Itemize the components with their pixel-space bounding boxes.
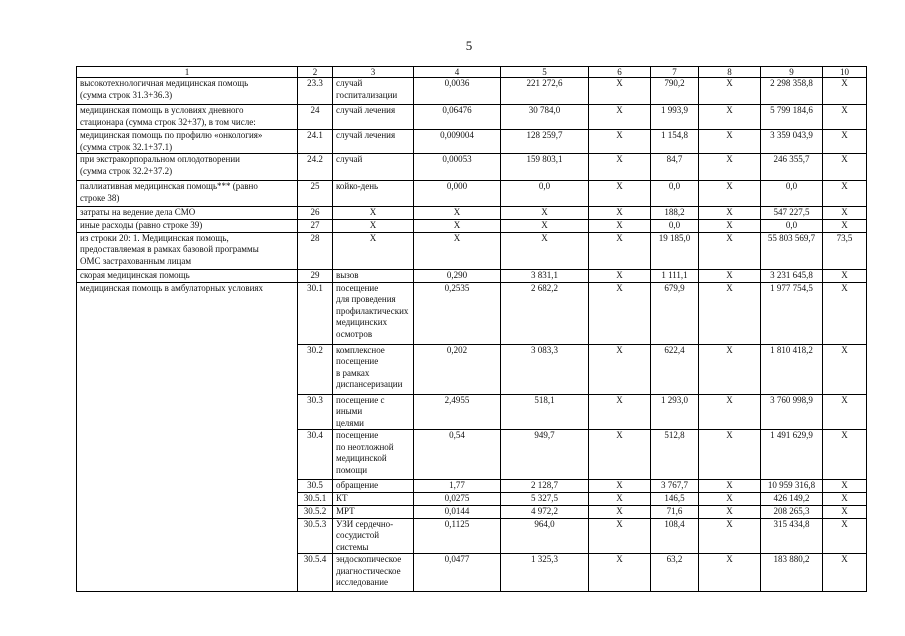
unit-cell: посещение с иными целями <box>333 394 414 430</box>
row-label-cell: медицинская помощь по профилю «онкология» (сумма строк 32.1+37.1) <box>77 130 298 154</box>
row-label-cell: медицинская помощь в амбулаторных условиях <box>77 282 298 592</box>
unit-cell: вызов <box>333 269 414 282</box>
col4-cell: 0,0275 <box>414 492 501 505</box>
col10-cell: X <box>823 344 867 394</box>
unit-cell: X <box>333 207 414 220</box>
col9-cell: 2 298 358,8 <box>761 78 823 105</box>
col9-cell: 3 760 998,9 <box>761 394 823 430</box>
col6-cell: X <box>589 518 651 554</box>
unit-cell: случай лечения <box>333 105 414 130</box>
col5-cell: 30 784,0 <box>501 105 589 130</box>
col7-cell: 84,7 <box>651 154 699 181</box>
col8-cell: X <box>699 480 761 493</box>
col9-cell: 547 227,5 <box>761 207 823 220</box>
col10-cell: X <box>823 105 867 130</box>
line-number-cell: 24 <box>298 105 333 130</box>
col10-cell: X <box>823 282 867 344</box>
unit-cell: X <box>333 220 414 233</box>
row-label-cell: иные расходы (равно строке 39) <box>77 220 298 233</box>
col10-cell: X <box>823 78 867 105</box>
line-number-cell: 24.1 <box>298 130 333 154</box>
col4-cell: 0,1125 <box>414 518 501 554</box>
col7-cell: 108,4 <box>651 518 699 554</box>
col6-cell: X <box>589 181 651 207</box>
col8-cell: X <box>699 78 761 105</box>
col8-cell: X <box>699 282 761 344</box>
col5-cell: 964,0 <box>501 518 589 554</box>
col8-cell: X <box>699 154 761 181</box>
table-row <box>77 105 867 130</box>
col9-cell: 0,0 <box>761 220 823 233</box>
col5-cell: 159 803,1 <box>501 154 589 181</box>
col9-cell: 1 810 418,2 <box>761 344 823 394</box>
column-number-header: 5 <box>501 67 589 78</box>
row-label-cell: при экстракорпоральном оплодотворении (сумма строк 32.2+37.2) <box>77 154 298 181</box>
col8-cell: X <box>699 269 761 282</box>
col9-cell: 1 977 754,5 <box>761 282 823 344</box>
table-row <box>77 130 867 154</box>
col6-cell: X <box>589 130 651 154</box>
unit-cell: МРТ <box>333 505 414 518</box>
col5-cell: 3 083,3 <box>501 344 589 394</box>
col10-cell: X <box>823 207 867 220</box>
table-row <box>77 220 867 233</box>
col5-cell: 128 259,7 <box>501 130 589 154</box>
col5-cell: X <box>501 232 589 269</box>
col10-cell: X <box>823 394 867 430</box>
unit-cell: комплексное посещение в рамках диспансеризации <box>333 344 414 394</box>
col5-cell: 3 831,1 <box>501 269 589 282</box>
unit-cell: случай <box>333 154 414 181</box>
col7-cell: 63,2 <box>651 554 699 592</box>
col7-cell: 512,8 <box>651 430 699 480</box>
col10-cell: X <box>823 269 867 282</box>
unit-cell: обращение <box>333 480 414 493</box>
col7-cell: 19 185,0 <box>651 232 699 269</box>
data-table <box>76 66 867 592</box>
col6-cell: X <box>589 430 651 480</box>
col4-cell: X <box>414 220 501 233</box>
col9-cell: 1 491 629,9 <box>761 430 823 480</box>
col5-cell: 0,0 <box>501 181 589 207</box>
col9-cell: 426 149,2 <box>761 492 823 505</box>
col7-cell: 0,0 <box>651 220 699 233</box>
col4-cell: 0,54 <box>414 430 501 480</box>
col7-cell: 1 993,9 <box>651 105 699 130</box>
col5-cell: 949,7 <box>501 430 589 480</box>
unit-cell: КТ <box>333 492 414 505</box>
col7-cell: 679,9 <box>651 282 699 344</box>
line-number-cell: 30.1 <box>298 282 333 344</box>
unit-cell: случай госпитализации <box>333 78 414 105</box>
col10-cell: X <box>823 220 867 233</box>
row-label-cell: высокотехнологичная медицинская помощь (сумма строк 31.3+36.3) <box>77 78 298 105</box>
col5-cell: 1 325,3 <box>501 554 589 592</box>
line-number-cell: 30.3 <box>298 394 333 430</box>
page-number: 5 <box>465 38 473 53</box>
column-number-header: 7 <box>651 67 699 78</box>
col10-cell: X <box>823 518 867 554</box>
col4-cell: 0,0477 <box>414 554 501 592</box>
col10-cell: X <box>823 430 867 480</box>
col7-cell: 188,2 <box>651 207 699 220</box>
line-number-cell: 30.5.1 <box>298 492 333 505</box>
col4-cell: 0,290 <box>414 269 501 282</box>
col5-cell: X <box>501 207 589 220</box>
column-number-header: 9 <box>761 67 823 78</box>
col9-cell: 315 434,8 <box>761 518 823 554</box>
table-row <box>77 282 867 344</box>
line-number-cell: 28 <box>298 232 333 269</box>
col6-cell: X <box>589 220 651 233</box>
col6-cell: X <box>589 344 651 394</box>
col10-cell: X <box>823 480 867 493</box>
col9-cell: 3 359 043,9 <box>761 130 823 154</box>
col5-cell: 5 327,5 <box>501 492 589 505</box>
col6-cell: X <box>589 394 651 430</box>
row-label-cell: из строки 20: 1. Медицинская помощь, предоставляемая в рамках базовой программы ОМС застрахованным лицам <box>77 232 298 269</box>
column-number-header: 10 <box>823 67 867 78</box>
col8-cell: X <box>699 492 761 505</box>
row-label-cell: затраты на ведение дела СМО <box>77 207 298 220</box>
unit-cell: посещение для проведения профилактических медицинских осмотров <box>333 282 414 344</box>
col8-cell: X <box>699 505 761 518</box>
column-number-header: 8 <box>699 67 761 78</box>
col7-cell: 3 767,7 <box>651 480 699 493</box>
col9-cell: 183 880,2 <box>761 554 823 592</box>
col4-cell: 2,4955 <box>414 394 501 430</box>
column-number-header: 2 <box>298 67 333 78</box>
column-number-header: 4 <box>414 67 501 78</box>
line-number-cell: 26 <box>298 207 333 220</box>
col5-cell: 518,1 <box>501 394 589 430</box>
col6-cell: X <box>589 78 651 105</box>
col10-cell: X <box>823 505 867 518</box>
row-label-cell: медицинская помощь в условиях дневного стационара (сумма строк 32+37), в том числе: <box>77 105 298 130</box>
table-body <box>77 78 867 592</box>
line-number-cell: 30.5.2 <box>298 505 333 518</box>
table-row <box>77 181 867 207</box>
col6-cell: X <box>589 554 651 592</box>
col6-cell: X <box>589 480 651 493</box>
col8-cell: X <box>699 518 761 554</box>
col4-cell: 0,2535 <box>414 282 501 344</box>
line-number-cell: 27 <box>298 220 333 233</box>
col4-cell: 0,202 <box>414 344 501 394</box>
col4-cell: 0,0036 <box>414 78 501 105</box>
col8-cell: X <box>699 232 761 269</box>
col8-cell: X <box>699 130 761 154</box>
col9-cell: 208 265,3 <box>761 505 823 518</box>
col4-cell: 0,00053 <box>414 154 501 181</box>
col5-cell: X <box>501 220 589 233</box>
col8-cell: X <box>699 207 761 220</box>
col4-cell: 0,0144 <box>414 505 501 518</box>
col8-cell: X <box>699 430 761 480</box>
line-number-cell: 30.5.3 <box>298 518 333 554</box>
col4-cell: X <box>414 232 501 269</box>
col7-cell: 71,6 <box>651 505 699 518</box>
col7-cell: 0,0 <box>651 181 699 207</box>
col8-cell: X <box>699 554 761 592</box>
table-row <box>77 78 867 105</box>
col6-cell: X <box>589 269 651 282</box>
col7-cell: 1 111,1 <box>651 269 699 282</box>
col10-cell: X <box>823 181 867 207</box>
line-number-cell: 24.2 <box>298 154 333 181</box>
col7-cell: 146,5 <box>651 492 699 505</box>
row-label-cell: паллиативная медицинская помощь*** (равно строке 38) <box>77 181 298 207</box>
col5-cell: 2 128,7 <box>501 480 589 493</box>
table-header-row <box>77 67 867 78</box>
column-number-header: 3 <box>333 67 414 78</box>
table-row <box>77 207 867 220</box>
col8-cell: X <box>699 394 761 430</box>
column-number-header: 1 <box>77 67 298 78</box>
table-row <box>77 269 867 282</box>
col7-cell: 790,2 <box>651 78 699 105</box>
col8-cell: X <box>699 344 761 394</box>
col10-cell: X <box>823 492 867 505</box>
col6-cell: X <box>589 282 651 344</box>
line-number-cell: 30.4 <box>298 430 333 480</box>
col9-cell: 0,0 <box>761 181 823 207</box>
col6-cell: X <box>589 505 651 518</box>
col6-cell: X <box>589 154 651 181</box>
line-number-cell: 23.3 <box>298 78 333 105</box>
col8-cell: X <box>699 105 761 130</box>
col10-cell: X <box>823 154 867 181</box>
line-number-cell: 25 <box>298 181 333 207</box>
unit-cell: койко-день <box>333 181 414 207</box>
col8-cell: X <box>699 220 761 233</box>
col4-cell: 1,77 <box>414 480 501 493</box>
col9-cell: 55 803 569,7 <box>761 232 823 269</box>
col9-cell: 3 231 645,8 <box>761 269 823 282</box>
col4-cell: 0,009004 <box>414 130 501 154</box>
unit-cell: случай лечения <box>333 130 414 154</box>
col4-cell: 0,000 <box>414 181 501 207</box>
col7-cell: 622,4 <box>651 344 699 394</box>
col9-cell: 246 355,7 <box>761 154 823 181</box>
col4-cell: 0,06476 <box>414 105 501 130</box>
unit-cell: эндоскопическое диагностическое исследование <box>333 554 414 592</box>
col5-cell: 221 272,6 <box>501 78 589 105</box>
row-label-cell: скорая медицинская помощь <box>77 269 298 282</box>
col7-cell: 1 293,0 <box>651 394 699 430</box>
col8-cell: X <box>699 181 761 207</box>
table-row <box>77 154 867 181</box>
col5-cell: 4 972,2 <box>501 505 589 518</box>
unit-cell: посещение по неотложной медицинской помощи <box>333 430 414 480</box>
col10-cell: 73,5 <box>823 232 867 269</box>
col6-cell: X <box>589 492 651 505</box>
col9-cell: 5 799 184,6 <box>761 105 823 130</box>
line-number-cell: 30.2 <box>298 344 333 394</box>
col10-cell: X <box>823 554 867 592</box>
col6-cell: X <box>589 207 651 220</box>
col6-cell: X <box>589 232 651 269</box>
line-number-cell: 30.5.4 <box>298 554 333 592</box>
unit-cell: УЗИ сердечно- сосудистой системы <box>333 518 414 554</box>
unit-cell: X <box>333 232 414 269</box>
table-row <box>77 232 867 269</box>
line-number-cell: 29 <box>298 269 333 282</box>
col10-cell: X <box>823 130 867 154</box>
column-number-header: 6 <box>589 67 651 78</box>
col9-cell: 10 959 316,8 <box>761 480 823 493</box>
col5-cell: 2 682,2 <box>501 282 589 344</box>
col7-cell: 1 154,8 <box>651 130 699 154</box>
col4-cell: X <box>414 207 501 220</box>
line-number-cell: 30.5 <box>298 480 333 493</box>
col6-cell: X <box>589 105 651 130</box>
